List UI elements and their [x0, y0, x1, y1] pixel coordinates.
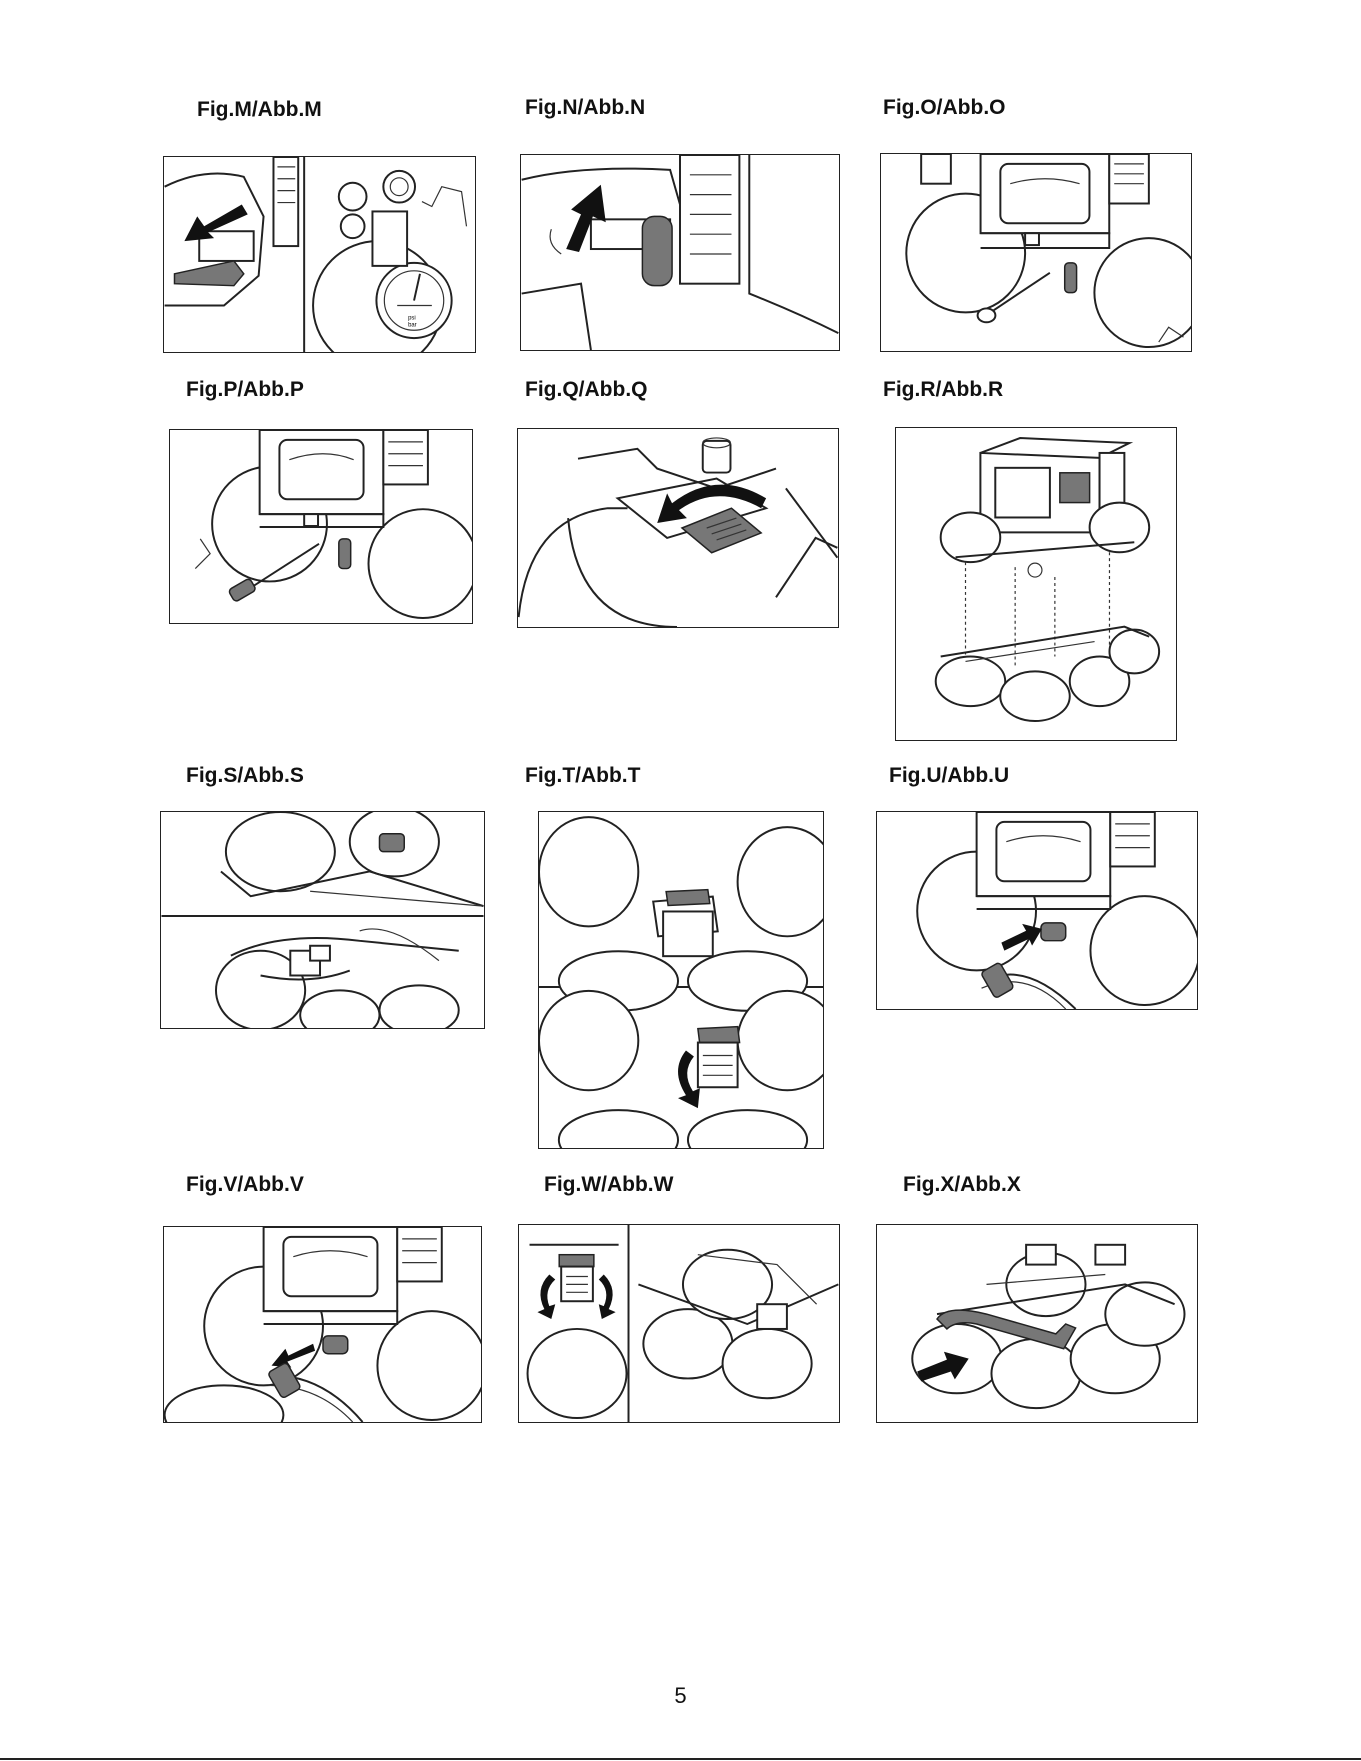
gauge-bar-unit: bar: [408, 322, 417, 329]
page-number: 5: [674, 1683, 687, 1708]
compressor-valve-open-drawing: [521, 155, 839, 350]
compressor-hose-coupling-insert-drawing: [877, 812, 1197, 1009]
fig-u-label: Fig.U/Abb.U: [889, 764, 1010, 787]
fig-s-label: Fig.S/Abb.S: [186, 764, 304, 787]
fig-p-illustration: [169, 429, 473, 624]
fig-m-label: Fig.M/Abb.M: [197, 98, 322, 121]
fig-q-illustration: [517, 428, 839, 628]
compressor-tray-cover-drawing: [518, 429, 838, 627]
fig-s-illustration: [160, 811, 485, 1029]
fig-r-label: Fig.R/Abb.R: [883, 378, 1004, 401]
compressor-valve-gauge-drawing: [164, 157, 475, 352]
fig-u-illustration: [876, 811, 1198, 1010]
fig-w-label: Fig.W/Abb.W: [544, 1173, 674, 1196]
fig-x-label: Fig.X/Abb.X: [903, 1173, 1021, 1196]
compressor-handle-attach-drawing: [877, 1225, 1197, 1422]
fig-v-illustration: [163, 1226, 482, 1423]
compressor-connect-hose-drawing: [170, 430, 472, 623]
compressor-tank-bracket-drawing: [161, 812, 484, 1028]
compressor-drain-plug-removed-drawing: [881, 154, 1191, 351]
compressor-latch-open-drawing: [519, 1225, 839, 1422]
compressor-stacking-tanks-drawing: [896, 428, 1176, 740]
fig-p-label: Fig.P/Abb.P: [186, 378, 304, 401]
fig-t-label: Fig.T/Abb.T: [525, 764, 641, 787]
compressor-hose-coupling-remove-drawing: [164, 1227, 481, 1422]
fig-n-illustration: [520, 154, 840, 351]
fig-n-label: Fig.N/Abb.N: [525, 96, 646, 119]
fig-x-illustration: [876, 1224, 1198, 1423]
gauge-psi-unit: psi: [408, 315, 416, 322]
compressor-latch-close-drawing: [539, 812, 823, 1148]
fig-o-illustration: [880, 153, 1192, 352]
fig-q-label: Fig.Q/Abb.Q: [525, 378, 648, 401]
fig-v-label: Fig.V/Abb.V: [186, 1173, 304, 1196]
page-bottom-rule: [0, 1758, 1361, 1760]
fig-t-illustration: [538, 811, 824, 1149]
fig-m-illustration: [163, 156, 476, 353]
fig-r-illustration: [895, 427, 1177, 741]
fig-w-illustration: [518, 1224, 840, 1423]
fig-o-label: Fig.O/Abb.O: [883, 96, 1006, 119]
